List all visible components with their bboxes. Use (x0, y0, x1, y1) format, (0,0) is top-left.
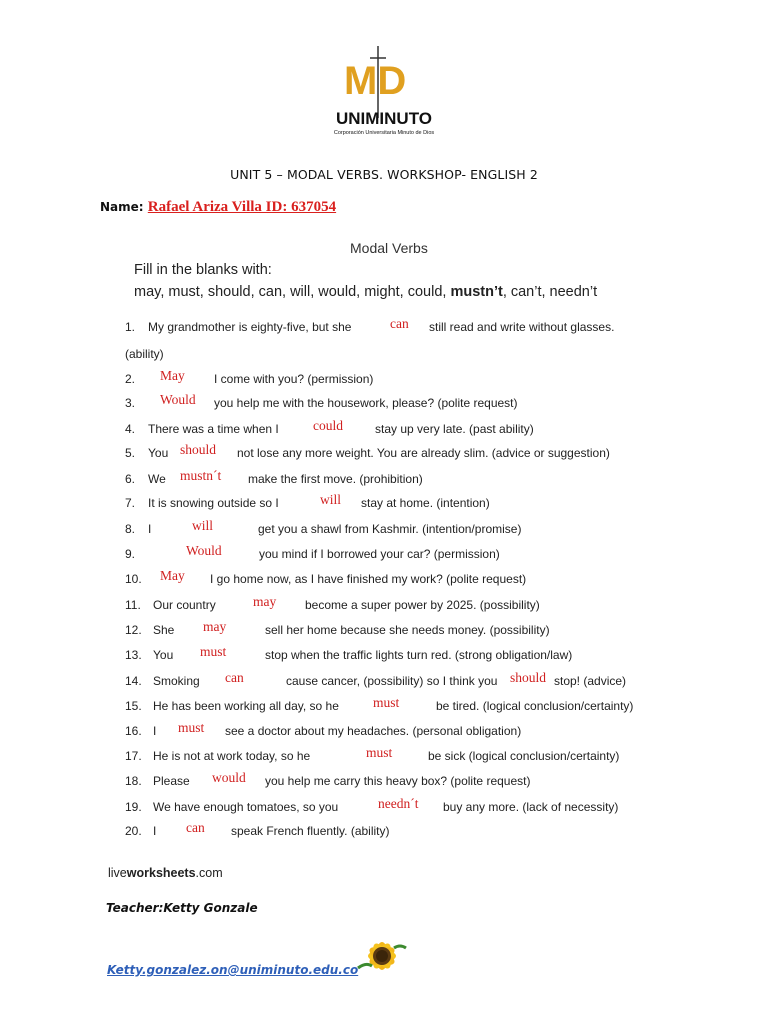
question-text-start: He is not at work today, so he (153, 749, 311, 763)
question-1-continuation: (ability) (125, 347, 164, 361)
worksheet (110, 232, 650, 852)
question-text-start: She (153, 623, 175, 637)
question-text-start: Smoking (153, 674, 200, 688)
answer-filled: could (313, 418, 343, 433)
question-text-end: make the first move. (prohibition) (248, 472, 423, 486)
question-text-end: see a doctor about my headaches. (personal obligation) (225, 724, 522, 738)
answer-filled: May (160, 568, 185, 583)
question-text-end: you help me with the housework, please? (polite request) (214, 396, 518, 410)
question-text-start: Our country (153, 598, 216, 612)
question-text-end: stay at home. (intention) (361, 496, 490, 510)
answer-filled: mustn´t (180, 468, 222, 483)
answer-filled: Would (160, 392, 196, 407)
source-prefix: live (108, 866, 127, 880)
uniminuto-logo (314, 44, 454, 142)
question-text-end: be tired. (logical conclusion/certainty) (436, 699, 634, 713)
question-text-end: cause cancer, (possibility) so I think you (286, 674, 498, 688)
question-number: 5. (125, 446, 136, 460)
question-text-end: stop! (advice) (554, 674, 627, 688)
worksheet-heading: Modal Verbs (350, 240, 428, 256)
teacher-name: Teacher:Ketty Gonzale (106, 901, 258, 915)
name-label: Name: (100, 200, 144, 214)
word-bank-end: , can’t, needn’t (502, 284, 598, 300)
question-text-end: not lose any more weight. You are already slim. (advice or suggestion) (237, 446, 610, 460)
question-text-start: I (153, 724, 157, 738)
question-number: 20. (125, 824, 142, 838)
question-number: 3. (125, 396, 136, 410)
answer-filled: May (160, 368, 185, 383)
answer-filled: will (192, 518, 214, 533)
word-bank-bold: mustn’t (450, 284, 503, 300)
source-credit (108, 866, 223, 880)
question-number: 1. (125, 320, 136, 334)
question-number: 4. (125, 422, 136, 436)
question-text-start: It is snowing outside so I (148, 496, 279, 510)
answer-filled: must (366, 745, 393, 760)
question-text-end: buy any more. (lack of necessity) (443, 800, 619, 814)
question-number: 8. (125, 522, 136, 536)
question-number: 7. (125, 496, 136, 510)
answer-filled: can (225, 670, 244, 685)
source-suffix: .com (195, 866, 223, 880)
question-text-start: You (148, 446, 169, 460)
question-text-start: Please (153, 774, 190, 788)
answer-filled: should (180, 442, 217, 457)
answer-filled: would (212, 770, 246, 785)
answer-filled: must (200, 644, 227, 659)
answer-filled: can (186, 820, 205, 835)
question-text-start: He has been working all day, so he (153, 699, 339, 713)
worksheet-instruction: Fill in the blanks with: (134, 262, 272, 278)
question-number: 11. (125, 598, 141, 612)
sunflower-icon (356, 934, 408, 978)
question-text-end: become a super power by 2025. (possibility) (305, 598, 540, 612)
logo-name: UNIMINUTO (335, 109, 433, 128)
question-text-start: My grandmother is eighty-five, but she (148, 320, 352, 334)
question-text-end: stop when the traffic lights turn red. (strong obligation/law) (265, 648, 573, 662)
answer-filled: may (203, 619, 227, 634)
question-text-end: speak French fluently. (ability) (231, 824, 390, 838)
question-number: 18. (125, 774, 142, 788)
question-number: 16. (125, 724, 142, 738)
logo-graphic (314, 44, 454, 142)
question-text-start: I (148, 522, 152, 536)
word-bank (134, 284, 597, 300)
student-name-row (100, 199, 336, 216)
question-text-end: still read and write without glasses. (429, 320, 615, 334)
answer-filled: must (178, 720, 205, 735)
question-text-start: I (153, 824, 157, 838)
word-bank-start: may, must, should, can, will, would, might, could, (134, 284, 451, 300)
answer-filled: must (373, 695, 400, 710)
question-number: 15. (125, 699, 142, 713)
answer-filled: should (510, 670, 547, 685)
question-text-start: We (148, 472, 166, 486)
teacher-email-link[interactable]: Ketty.gonzalez.on@uniminuto.edu.co (107, 963, 359, 977)
question-number: 17. (125, 749, 142, 763)
question-number: 14. (125, 674, 142, 688)
question-text-start: You (153, 648, 174, 662)
answer-filled: will (320, 492, 342, 507)
question-number: 2. (125, 372, 136, 386)
question-number: 13. (125, 648, 142, 662)
question-text-end: you help me carry this heavy box? (polite request) (265, 774, 531, 788)
question-number: 12. (125, 623, 142, 637)
answer-filled: can (390, 316, 409, 331)
logo-subtitle: Corporación Universitaria Minuto de Dios (333, 130, 435, 136)
question-text-start: There was a time when I (148, 422, 279, 436)
question-number: 19. (125, 800, 142, 814)
question-text-end: be sick (logical conclusion/certainty) (428, 749, 620, 763)
question-number: 6. (125, 472, 136, 486)
question-text-end: you mind if I borrowed your car? (permission) (259, 547, 500, 561)
question-text-start: We have enough tomatoes, so you (153, 800, 339, 814)
answer-filled: needn´t (378, 796, 419, 811)
answer-filled: Would (186, 543, 222, 558)
question-text-end: get you a shawl from Kashmir. (intention/promise) (258, 522, 522, 536)
question-text-end: sell her home because she needs money. (possibility) (265, 623, 550, 637)
name-value: Rafael Ariza Villa ID: 637054 (147, 199, 337, 215)
document-title: UNIT 5 – MODAL VERBS. WORKSHOP- ENGLISH 2 (230, 167, 538, 182)
question-text-end: stay up very late. (past ability) (375, 422, 534, 436)
question-text-end: I come with you? (permission) (214, 372, 374, 386)
source-bold: worksheets (126, 866, 196, 880)
answer-filled: may (253, 594, 277, 609)
logo-mark: MD (344, 59, 407, 103)
question-text-end: I go home now, as I have finished my work? (polite request) (210, 572, 527, 586)
question-number: 9. (125, 547, 136, 561)
question-number: 10. (125, 572, 142, 586)
